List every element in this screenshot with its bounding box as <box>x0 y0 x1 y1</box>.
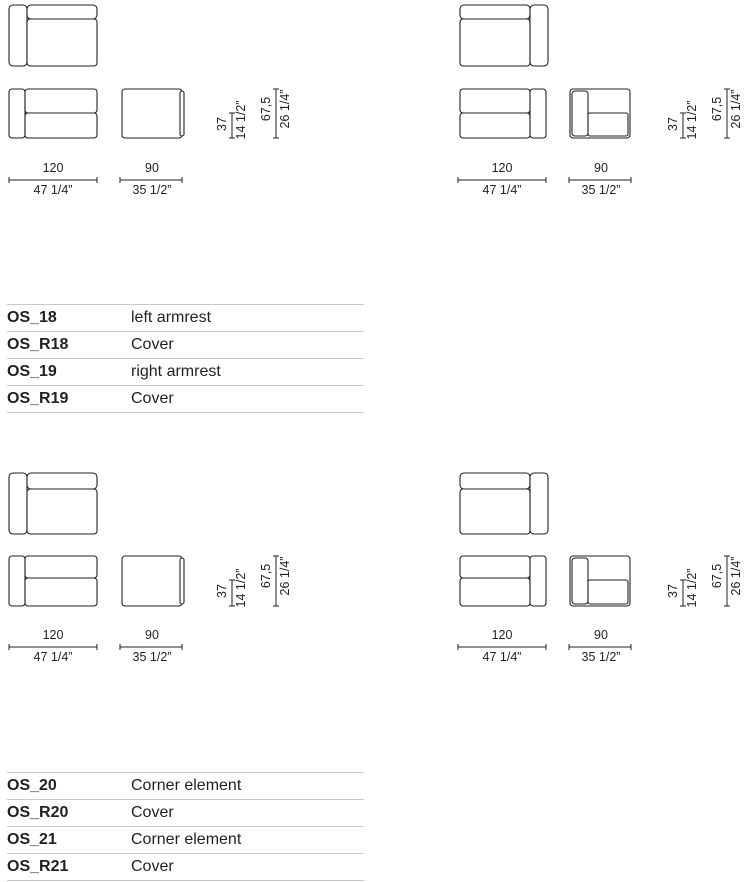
table-row <box>7 386 364 413</box>
front-view <box>9 556 97 606</box>
product-description: left armrest <box>131 305 364 332</box>
seat-height-cm-label: 37 <box>215 584 229 598</box>
width-small-in-label: 35 1/2” <box>132 650 172 664</box>
side-view <box>570 89 630 138</box>
width-small-in-label: 35 1/2” <box>132 183 172 197</box>
plan-view <box>460 5 548 66</box>
table-row <box>7 800 364 827</box>
product-code: OS_R19 <box>7 386 131 413</box>
width-small-in-label: 35 1/2” <box>581 183 621 197</box>
width-large-cm-label: 120 <box>491 161 513 175</box>
code-table-1 <box>7 304 364 413</box>
product-code: OS_R18 <box>7 332 131 359</box>
seat-height-cm-label: 37 <box>666 584 680 598</box>
product-description: Cover <box>131 332 364 359</box>
product-description: Cover <box>131 800 364 827</box>
product-description: Cover <box>131 854 364 881</box>
total-height-in-label: 26 1/4” <box>729 89 743 129</box>
table-row <box>7 305 364 332</box>
product-code: OS_R21 <box>7 854 131 881</box>
width-small-in-label: 35 1/2” <box>581 650 621 664</box>
seat-height-in-label: 14 1/2” <box>685 100 699 140</box>
table-row <box>7 359 364 386</box>
total-height-cm-label: 67,5 <box>710 563 724 589</box>
plan-view <box>9 5 97 66</box>
front-view <box>460 556 546 606</box>
product-description: Cover <box>131 386 364 413</box>
seat-height-in-label: 14 1/2” <box>685 568 699 608</box>
width-small-cm-label: 90 <box>594 161 608 175</box>
seat-height-in-label: 14 1/2” <box>234 100 248 140</box>
width-large-in-label: 47 1/4” <box>482 183 522 197</box>
product-code: OS_21 <box>7 827 131 854</box>
total-height-in-label: 26 1/4” <box>729 556 743 596</box>
width-large-in-label: 47 1/4” <box>33 650 73 664</box>
total-height-cm-label: 67,5 <box>710 96 724 122</box>
product-code: OS_R20 <box>7 800 131 827</box>
product-description: right armrest <box>131 359 364 386</box>
table-row <box>7 827 364 854</box>
total-height-in-label: 26 1/4” <box>278 556 292 596</box>
side-view <box>122 89 184 138</box>
product-code: OS_20 <box>7 773 131 800</box>
table-row <box>7 773 364 800</box>
plan-view <box>460 473 548 534</box>
panel-os-18 <box>9 5 292 197</box>
total-height-cm-label: 67,5 <box>259 96 273 122</box>
width-large-cm-label: 120 <box>491 628 513 642</box>
front-view <box>460 89 546 138</box>
total-height-cm-label: 67,5 <box>259 563 273 589</box>
width-large-in-label: 47 1/4” <box>33 183 73 197</box>
width-large-cm-label: 120 <box>42 628 64 642</box>
side-view <box>122 556 184 606</box>
panel-os-21 <box>458 473 743 664</box>
side-view <box>570 556 630 606</box>
code-table-2 <box>7 772 364 881</box>
seat-height-in-label: 14 1/2” <box>234 568 248 608</box>
plan-view <box>9 473 97 534</box>
width-small-cm-label: 90 <box>594 628 608 642</box>
product-code: OS_18 <box>7 305 131 332</box>
total-height-in-label: 26 1/4” <box>278 89 292 129</box>
width-small-cm-label: 90 <box>145 628 159 642</box>
panel-os-19 <box>458 5 743 197</box>
front-view <box>9 89 97 138</box>
seat-height-cm-label: 37 <box>666 117 680 131</box>
product-description: Corner element <box>131 827 364 854</box>
width-small-cm-label: 90 <box>145 161 159 175</box>
panel-os-20 <box>9 473 292 664</box>
table-row <box>7 332 364 359</box>
table-row <box>7 854 364 881</box>
width-large-cm-label: 120 <box>42 161 64 175</box>
width-large-in-label: 47 1/4” <box>482 650 522 664</box>
product-description: Corner element <box>131 773 364 800</box>
seat-height-cm-label: 37 <box>215 117 229 131</box>
product-code: OS_19 <box>7 359 131 386</box>
